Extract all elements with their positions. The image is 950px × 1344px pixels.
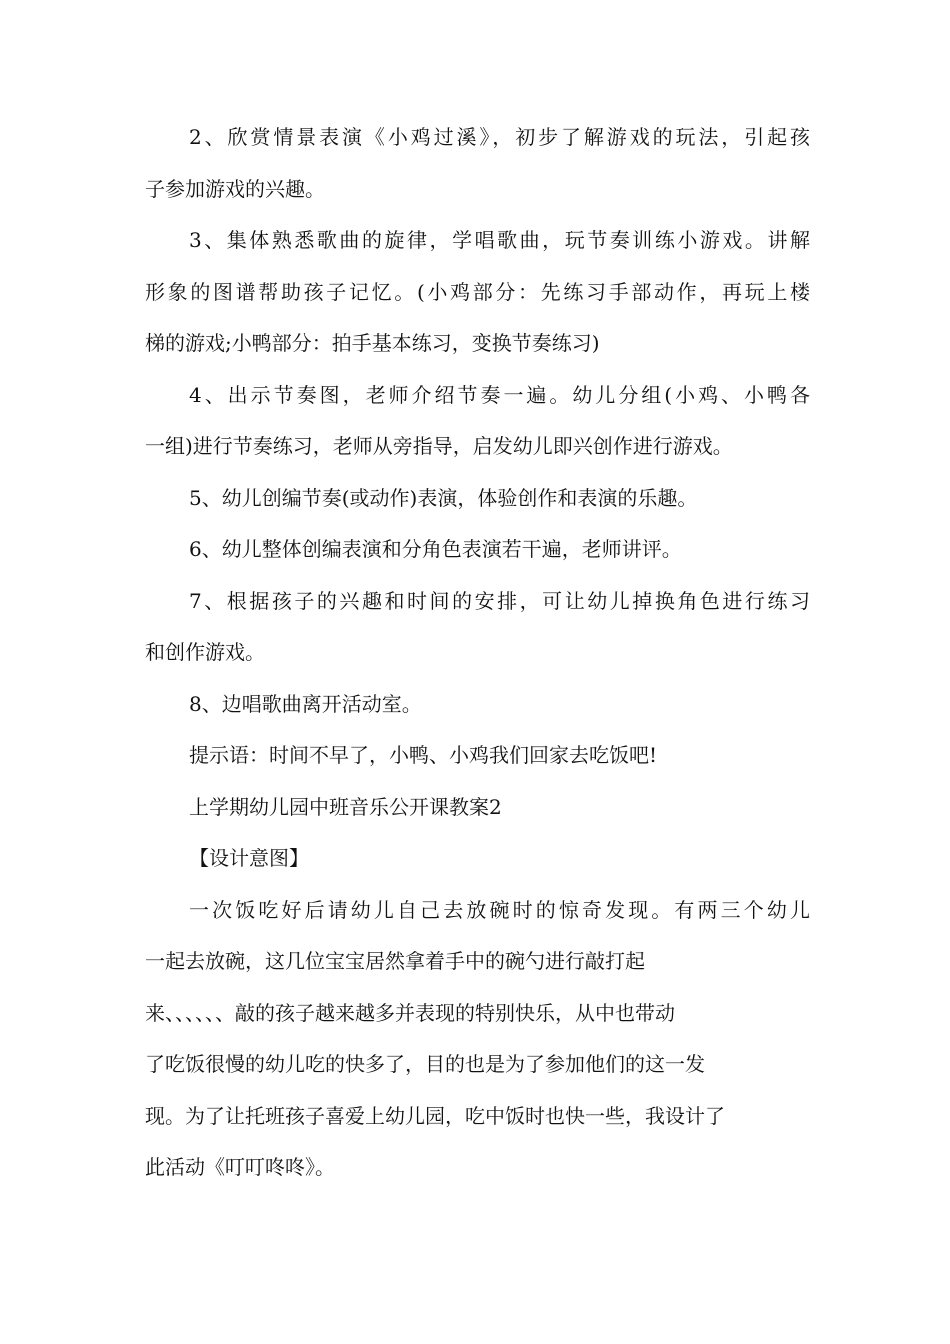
text-line: 一次饭吃好后请幼儿自己去放碗时的惊奇发现。有两三个幼儿 (189, 897, 810, 922)
text-line: 4、出示节奏图，老师介绍节奏一遍。幼儿分组(小鸡、小鸭各 (189, 382, 810, 407)
text-line: 2、欣赏情景表演《小鸡过溪》，初步了解游戏的玩法，引起孩 (189, 125, 810, 149)
text-line: 【设计意图】 (189, 846, 309, 870)
text-line: 和创作游戏。 (145, 640, 265, 664)
text-line: 一起去放碗，这几位宝宝居然拿着手中的碗勺进行敲打起 (145, 949, 645, 973)
text-line: 了吃饭很慢的幼儿吃的快多了，目的也是为了参加他们的这一发 (145, 1052, 705, 1076)
text-line: 上学期幼儿园中班音乐公开课教案2 (189, 794, 502, 819)
text-line: 3、集体熟悉歌曲的旋律，学唱歌曲，玩节奏训练小游戏。讲解 (189, 228, 810, 252)
document-body (145, 112, 810, 1194)
text-line: 现。为了让托班孩子喜爱上幼儿园，吃中饭时也快一些，我设计了 (145, 1103, 725, 1128)
text-line: 7、根据孩子的兴趣和时间的安排，可让幼儿掉换角色进行练习 (189, 588, 810, 613)
text-line: 8、边唱歌曲离开活动室。 (189, 691, 422, 716)
text-line: 5、幼儿创编节奏(或动作)表演，体验创作和表演的乐趣。 (189, 485, 698, 510)
text-line: 一组)进行节奏练习，老师从旁指导，启发幼儿即兴创作进行游戏。 (145, 434, 733, 458)
text-line: 形象的图谱帮助孩子记忆。(小鸡部分：先练习手部动作，再玩上楼 (145, 279, 810, 304)
text-line: 提示语：时间不早了，小鸭、小鸡我们回家去吃饭吧! (189, 743, 658, 767)
text-line: 6、幼儿整体创编表演和分角色表演若干遍，老师讲评。 (189, 537, 682, 561)
text-line: 梯的游戏;小鸭部分：拍手基本练习，变换节奏练习) (145, 331, 600, 355)
text-line: 来、、、、、、敲的孩子越来越多并表现的特别快乐，从中也带动 (145, 1000, 675, 1025)
text-line: 此活动《叮叮咚咚》。 (145, 1155, 335, 1179)
text-line: 子参加游戏的兴趣。 (145, 176, 325, 201)
